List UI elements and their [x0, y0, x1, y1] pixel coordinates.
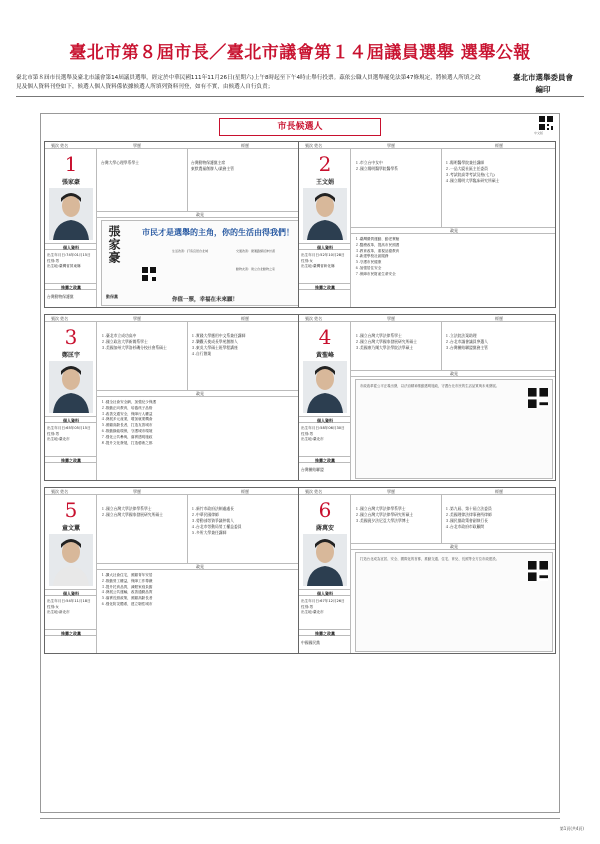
party-header: 推薦之政黨 [299, 456, 351, 463]
header-experience: 經歷 [495, 316, 503, 321]
personal-info [301, 253, 351, 270]
education-item: ２.國立台灣大學國家發展研究所碩士 [101, 512, 163, 517]
policy-list [355, 237, 553, 278]
policy-item: ２.醫療改革，提高市民照護 [355, 242, 400, 247]
header-number-name: 號次 姓名 [305, 143, 323, 148]
column-divider [441, 149, 442, 227]
party-name: 台灣動物保護黨 [47, 294, 74, 299]
candidate-photo [49, 534, 93, 586]
policy-item: ４.發展多元產業，增加就業機會 [101, 417, 153, 422]
card-header [299, 142, 555, 149]
ad-blurb: 交通改善：捷運路網延伸計畫 [236, 249, 276, 253]
party-header: 推薦之政黨 [45, 456, 97, 463]
candidate-card [44, 141, 302, 308]
birthplace: 出生地:臺北市 [301, 437, 324, 441]
personal-info [47, 599, 97, 616]
party-name: 台灣團結聯盟 [301, 467, 324, 472]
personal-header: 個人資料 [45, 416, 97, 423]
experience-item: ３.台灣團結聯盟黨務主管 [445, 345, 488, 350]
campaign-ad [101, 220, 299, 306]
policy-text: 打造台北成為宜居、安全、國際化的首都，推動交通、住宅、育兒、長照等全方位市政建設。 [360, 557, 500, 561]
qr-code-icon[interactable] [528, 388, 548, 408]
education-item: ２.國立陽明醫學院醫學系 [355, 166, 398, 171]
policy-header: 政見 [351, 370, 556, 377]
policy-list [101, 400, 299, 446]
policy-text: 市政改革從公平正義出發，以法治精神推動透明施政，守護台北市民的生活品質與未來發展。 [360, 384, 500, 388]
candidate-name: 蔣萬安 [315, 525, 334, 532]
candidate-photo [303, 188, 347, 240]
candidate-number: 6 [318, 498, 332, 522]
column-divider [187, 149, 188, 211]
policy-item: ４.新建學校社區服務 [355, 254, 389, 259]
policy-item: ５.落實長照政策，照顧高齡長者 [101, 596, 153, 601]
candidate-card [44, 487, 302, 654]
gender: 性別:女 [47, 604, 59, 609]
policy-item: ２.推動勞工權益，保障工作尊嚴 [101, 578, 153, 583]
policy-item: ２.推動正向教育，培養孩子品格 [101, 405, 153, 410]
birthplace: 出生地:臺北市 [301, 610, 324, 614]
experience-item: ４.國立陽明大學臨床研究所碩士 [445, 178, 500, 183]
experience-item: ３.考試院高等考試及格(七九) [445, 172, 495, 177]
gender: 性別:男 [301, 431, 313, 436]
ad-blurb: 生活改善：打造宜居台北城 [172, 249, 209, 253]
education-item: ２.國立政治大學新聞系學士 [101, 339, 148, 344]
experience-item: ５.多所大學兼任講師 [191, 530, 227, 535]
card-header [299, 315, 555, 322]
education-list [355, 333, 439, 351]
issuer-name: 臺北市選舉委員會 [513, 73, 573, 82]
policy-item: ３.提升托育品質，減輕家庭負擔 [101, 584, 153, 589]
header-experience: 經歷 [495, 143, 503, 148]
header-education: 學歷 [387, 316, 395, 321]
candidate-photo [49, 188, 93, 240]
experience-list [445, 506, 553, 530]
card-header [45, 488, 301, 495]
education-item: １.國立台灣大學法律學系學士 [101, 506, 152, 511]
card-header [45, 315, 301, 322]
policy-list [101, 573, 299, 608]
personal-header: 個人資料 [45, 243, 97, 250]
candidate-info [45, 149, 97, 308]
policy-item: ６.加強居住安全 [355, 265, 382, 270]
experience-item: １.新竹市政府法制處處長 [191, 506, 234, 511]
header-number-name: 號次 姓名 [305, 489, 323, 494]
birth-date: 出生年月日:54年11月18日 [47, 599, 91, 603]
experience-item: 台灣動物保護黨主席 [191, 160, 226, 165]
education-item: ３.美國賓夕法尼亞大學法學博士 [355, 518, 410, 523]
header-education: 學歷 [133, 489, 141, 494]
policy-header: 政見 [351, 543, 556, 550]
header-experience: 經歷 [495, 489, 503, 494]
education-item: ３.美國加州大學洛杉磯分校社會系碩士 [101, 345, 167, 350]
candidate-card [44, 314, 302, 481]
candidate-info [299, 322, 351, 481]
qr-label: 中文版 [534, 131, 544, 135]
experience-item: ２.樂觀天使成長學苑創辦人 [191, 339, 238, 344]
education-item: ２.國立台灣大學法律學研究所碩士 [355, 512, 414, 517]
policy-item: １.擴大社會住宅，照顧青年安居 [101, 573, 153, 577]
experience-item: ４.自行創業 [191, 351, 212, 356]
issuer-compiled: 編印 [535, 85, 551, 94]
policy-header: 政見 [97, 563, 302, 570]
candidate-number: 1 [64, 152, 78, 176]
policy-item: ８.提升文化發展，打造藝術之都 [101, 440, 153, 445]
experience-item: ２.美國理律法律事務所律師 [445, 512, 492, 517]
education-item: ３.美國康乃爾大學法學院法學碩士 [355, 345, 414, 350]
candidate-card [298, 314, 556, 481]
ad-headline: 市民才是選舉的主角，你的生活由得我們！ [142, 227, 294, 237]
education-list [101, 506, 185, 518]
qr-code-icon[interactable] [539, 116, 553, 130]
experience-item: ２.台北市議會議員參選人 [445, 339, 488, 344]
candidate-info [45, 495, 97, 654]
policy-item: ７.保障市民財產生命安全 [355, 271, 396, 276]
policy-item: ３.教育改革，重視品德教育 [355, 248, 400, 253]
gender: 性別:男 [301, 604, 313, 609]
candidate-number: 3 [64, 325, 78, 349]
page-number: 第1頁(共4頁) [559, 826, 584, 831]
intro-text: 臺北市第８屆市長選舉及臺北市議會第14屆議員選舉，經定於中華民國111年11月26日(星期六)上午8時起至下午4時止舉行投票。茲依公職人員選舉罷免法第47條規定，將候選人所填之政見及個人資料刊登如下，候選人個人資料係依據候選人所填列資料刊登，如有不實，由候選人自行負責； [16, 75, 481, 90]
candidate-number: 5 [64, 498, 78, 522]
experience-item: ３.東吳大學碩士班學程講座 [191, 345, 238, 350]
personal-info [301, 599, 351, 616]
top-divider [16, 96, 584, 97]
candidate-name: 黃聖峰 [315, 352, 334, 359]
education-item: ２.國立台灣大學國家發展研究所碩士 [355, 339, 417, 344]
header-education: 學歷 [133, 316, 141, 321]
birth-date: 出生年月日:65年05月15日 [47, 426, 91, 430]
card-header [299, 488, 555, 495]
education-list [355, 160, 439, 172]
personal-header: 個人資料 [45, 589, 97, 596]
experience-item: ２.一品大廈社區主任委員 [445, 166, 488, 171]
column-divider [441, 495, 442, 543]
personal-info [301, 426, 351, 443]
experience-item: １.立法院法案助理 [445, 333, 477, 338]
candidate-number: 4 [318, 325, 332, 349]
candidate-name: 張家豪 [61, 179, 80, 186]
policy-item: ３.改善交通安全，保障行人權益 [101, 411, 153, 416]
education-item: １.國立台灣大學法律系學士 [355, 333, 402, 338]
candidate-info [45, 322, 97, 481]
experience-item: ３.勞動部勞資爭議仲裁人 [191, 518, 234, 523]
bottom-divider [40, 818, 560, 819]
birthplace: 出生地:臺北市 [47, 437, 70, 441]
card-header [45, 142, 301, 149]
experience-item: １.實踐大學應用中文系兼任講師 [191, 333, 246, 338]
candidate-card [298, 141, 556, 308]
header-education: 學歷 [387, 489, 395, 494]
ad-party-mark: 動保黨 [106, 294, 118, 299]
candidate-info [299, 149, 351, 308]
candidate-name: 童文薰 [61, 525, 80, 532]
personal-info [47, 426, 97, 443]
education-list [101, 160, 185, 166]
qr-code-icon[interactable] [142, 267, 156, 281]
personal-info [47, 253, 97, 270]
personal-header: 個人資料 [299, 589, 351, 596]
candidate-number: 2 [318, 152, 332, 176]
birthplace: 出生地:臺灣省彰化縣 [301, 264, 335, 268]
party-header: 推薦之政黨 [45, 283, 97, 290]
policy-item: ６.強化防災體系，建立韌性城市 [101, 601, 153, 606]
gender: 性別:女 [301, 258, 313, 263]
birth-date: 出生年月日:58年06月30日 [301, 426, 345, 430]
experience-item: ２.中華民國律師 [191, 512, 219, 517]
column-divider [441, 322, 442, 370]
gender: 性別:男 [47, 258, 59, 263]
policy-item: ５.守護市民健康 [355, 260, 382, 265]
header-number-name: 號次 姓名 [51, 143, 69, 148]
experience-item: ４.台北市政府市政顧問 [445, 524, 485, 529]
policy-flyer [355, 552, 553, 652]
header-experience: 經歷 [241, 143, 249, 148]
party-name: 中國國民黨 [301, 640, 320, 645]
education-list [101, 333, 185, 351]
personal-header: 個人資料 [299, 416, 351, 423]
candidate-name: 王文娟 [315, 179, 334, 186]
party-header: 推薦之政黨 [299, 629, 351, 636]
education-item: １.國立台灣大學法律學系學士 [355, 506, 406, 511]
header-number-name: 號次 姓名 [305, 316, 323, 321]
header-education: 學歷 [133, 143, 141, 148]
birthplace: 出生地:新北市 [47, 610, 70, 614]
experience-item: １.第九屆、第十屆立法委員 [445, 506, 492, 511]
experience-item: ３.國民黨政策會副執行長 [445, 518, 488, 523]
experience-list [191, 506, 299, 536]
experience-list [445, 160, 553, 184]
personal-header: 個人資料 [299, 243, 351, 250]
birthplace: 出生地:臺灣省屏東縣 [47, 264, 81, 268]
candidate-name: 鄭匡宇 [61, 352, 80, 359]
experience-list [445, 333, 553, 351]
header-number-name: 號次 姓名 [51, 489, 69, 494]
page-title: 臺北市第８屆市長／臺北市議會第１４屆議員選舉 選舉公報 [69, 43, 531, 63]
policy-header: 政見 [97, 390, 302, 397]
policy-flyer [355, 379, 553, 479]
education-item: １.市立台中女中 [355, 160, 383, 165]
experience-item: 東默農福創辦人/業務主管 [191, 166, 235, 171]
policy-item: ６.推動綠能環保，守護城市環境 [101, 428, 153, 433]
candidate-photo [303, 534, 347, 586]
policy-item: ４.發展公共運輸，改善通勤品質 [101, 590, 153, 595]
experience-list [191, 160, 299, 172]
party-header: 推薦之政黨 [45, 629, 97, 636]
header-number-name: 號次 姓名 [51, 316, 69, 321]
header-education: 學歷 [387, 143, 395, 148]
ad-brand: 張家豪 [107, 225, 121, 264]
policy-header: 政見 [351, 227, 556, 234]
policy-item: ７.強化公共參與，落實透明施政 [101, 434, 153, 439]
policy-item: １.臺灣優質運動、動老實驗 [355, 237, 400, 241]
candidate-photo [49, 361, 93, 413]
experience-item: ４.台北市勞動局勞工權益委員 [191, 524, 242, 529]
experience-list [191, 333, 299, 357]
gender: 性別:男 [47, 431, 59, 436]
experience-item: １.陽明醫學院兼任講師 [445, 160, 485, 165]
candidate-info [299, 495, 351, 654]
party-header: 推薦之政黨 [299, 283, 351, 290]
column-divider [187, 322, 188, 390]
issuer [500, 72, 586, 96]
birth-date: 出生年月日:67年12月26日 [301, 599, 345, 603]
birth-date: 出生年月日:74年01月15日 [47, 253, 91, 257]
policy-item: １.健全社會安全網，加強兒少保護 [101, 400, 157, 404]
qr-code-icon[interactable] [528, 561, 548, 581]
candidate-photo [303, 361, 347, 413]
header-experience: 經歷 [241, 316, 249, 321]
header-experience: 經歷 [241, 489, 249, 494]
education-item: 台灣大學心理學系學士 [101, 160, 139, 165]
column-divider [187, 495, 188, 563]
birth-date: 出生年月日:52年10月28日 [301, 253, 345, 257]
policy-item: ５.照顧高齡長者，打造友善城市 [101, 423, 153, 428]
ad-slogan: 你值一票，幸福在未來願！ [172, 297, 239, 303]
education-list [355, 506, 439, 524]
section-title: 市長候選人 [219, 118, 381, 136]
education-item: １.臺北市立成功高中 [101, 333, 137, 338]
policy-header: 政見 [97, 211, 302, 218]
candidate-card [298, 487, 556, 654]
ad-blurb: 動物友善：建立台北動物之家 [236, 267, 276, 271]
